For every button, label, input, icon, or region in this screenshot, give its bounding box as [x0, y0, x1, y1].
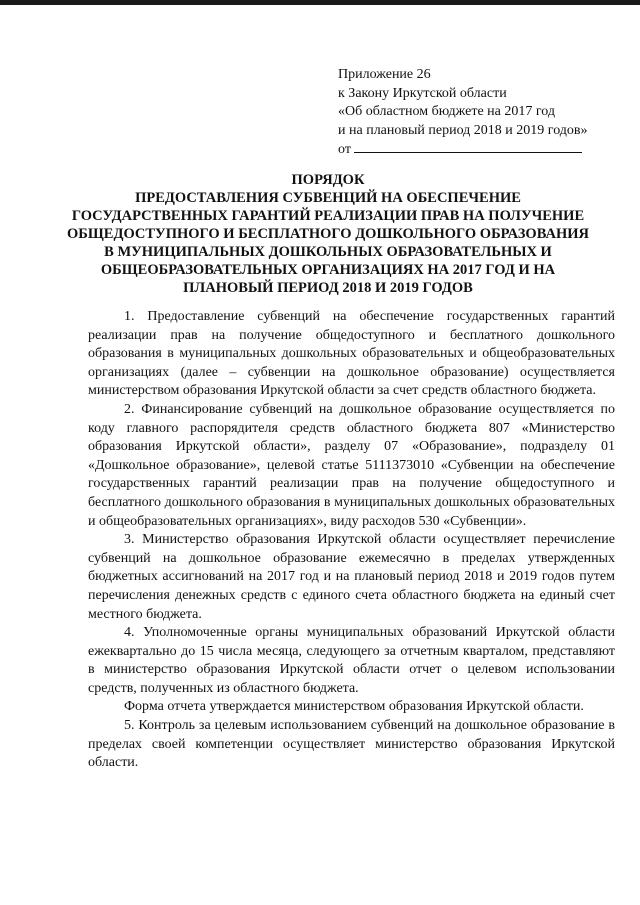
- title-line-7: ПЛАНОВЫЙ ПЕРИОД 2018 И 2019 ГОДОВ: [183, 280, 473, 296]
- paragraph-4: 4. Уполномоченные органы муниципальных образований Иркутской области ежеквартально до 15 числа месяца, следующего за отчетным кварталом, представляют в министерство образования Иркутской области отчет о целевом использовании средств, полученных из областного бюджета.: [88, 625, 615, 696]
- document-title: [58, 171, 598, 297]
- title-line-3: ГОСУДАРСТВЕННЫХ ГАРАНТИЙ РЕАЛИЗАЦИИ ПРАВ НА ПОЛУЧЕНИЕ: [71, 208, 585, 224]
- appendix-law-period: и на плановый период 2018 и 2019 годов»: [338, 122, 588, 138]
- paragraph-2: 2. Финансирование субвенций на дошкольное образование осуществляется по коду главного распорядителя средств областного бюджета 807 «Министерство образования Иркутской области», разделу 07 «Образование», подразделу 01 «Дошкольное образование», целевой статье 5111373010 «Субвенции на обеспечение государственных гарантий реализации прав на получение общедоступного и бесплатного дошкольного образования в муниципальных дошкольных образовательных и общеобразовательных организациях», виду расходов 530 «Субвенции».: [88, 401, 615, 529]
- title-line-5: В МУНИЦИПАЛЬНЫХ ДОШКОЛЬНЫХ ОБРАЗОВАТЕЛЬНЫХ И: [104, 244, 552, 260]
- title-line-2: ПРЕДОСТАВЛЕНИЯ СУБВЕНЦИЙ НА ОБЕСПЕЧЕНИЕ: [135, 190, 521, 206]
- date-blank-line: [354, 140, 582, 153]
- appendix-law: к Закону Иркутской области: [338, 85, 507, 101]
- title-line-6: ОБЩЕОБРАЗОВАТЕЛЬНЫХ ОРГАНИЗАЦИЯХ НА 2017 ГОД И НА: [100, 262, 556, 278]
- document-body: [88, 308, 615, 773]
- appendix-block: [338, 66, 628, 160]
- appendix-date-line: [338, 140, 628, 160]
- paragraph-3: 3. Министерство образования Иркутской области осуществляет перечисление субвенций на дошкольное образование ежемесячно в пределах утвержденных бюджетных ассигнований на 2017 год и на плановый период 2018 и 2019 годов путем перечисления денежных средств с единого счета областного бюджета на единый счет местного бюджета.: [88, 532, 615, 622]
- appendix-date-label: от: [338, 142, 351, 157]
- appendix-law-title: «Об областном бюджете на 2017 год: [338, 104, 555, 119]
- title-line-1: ПОРЯДОК: [291, 172, 365, 188]
- title-line-4: ОБЩЕДОСТУПНОГО И БЕСПЛАТНОГО ДОШКОЛЬНОГО ОБРАЗОВАНИЯ: [67, 226, 589, 242]
- paragraph-1: 1. Предоставление субвенций на обеспечение государственных гарантий реализации прав на получение общедоступного и бесплатного дошкольного образования в муниципальных дошкольных образовательных и общеобразовательных организациях (далее – субвенции на дошкольное образование) осуществляется министерством образования Иркутской области за счет средств областного бюджета.: [88, 309, 615, 399]
- scan-top-edge: [0, 0, 640, 5]
- appendix-number: Приложение 26: [338, 67, 431, 82]
- paragraph-report-form: Форма отчета утверждается министерством образования Иркутской области.: [124, 699, 584, 715]
- paragraph-5: 5. Контроль за целевым использованием субвенций на дошкольное образование в пределах своей компетенции осуществляет министерство образования Иркутской области.: [88, 718, 615, 771]
